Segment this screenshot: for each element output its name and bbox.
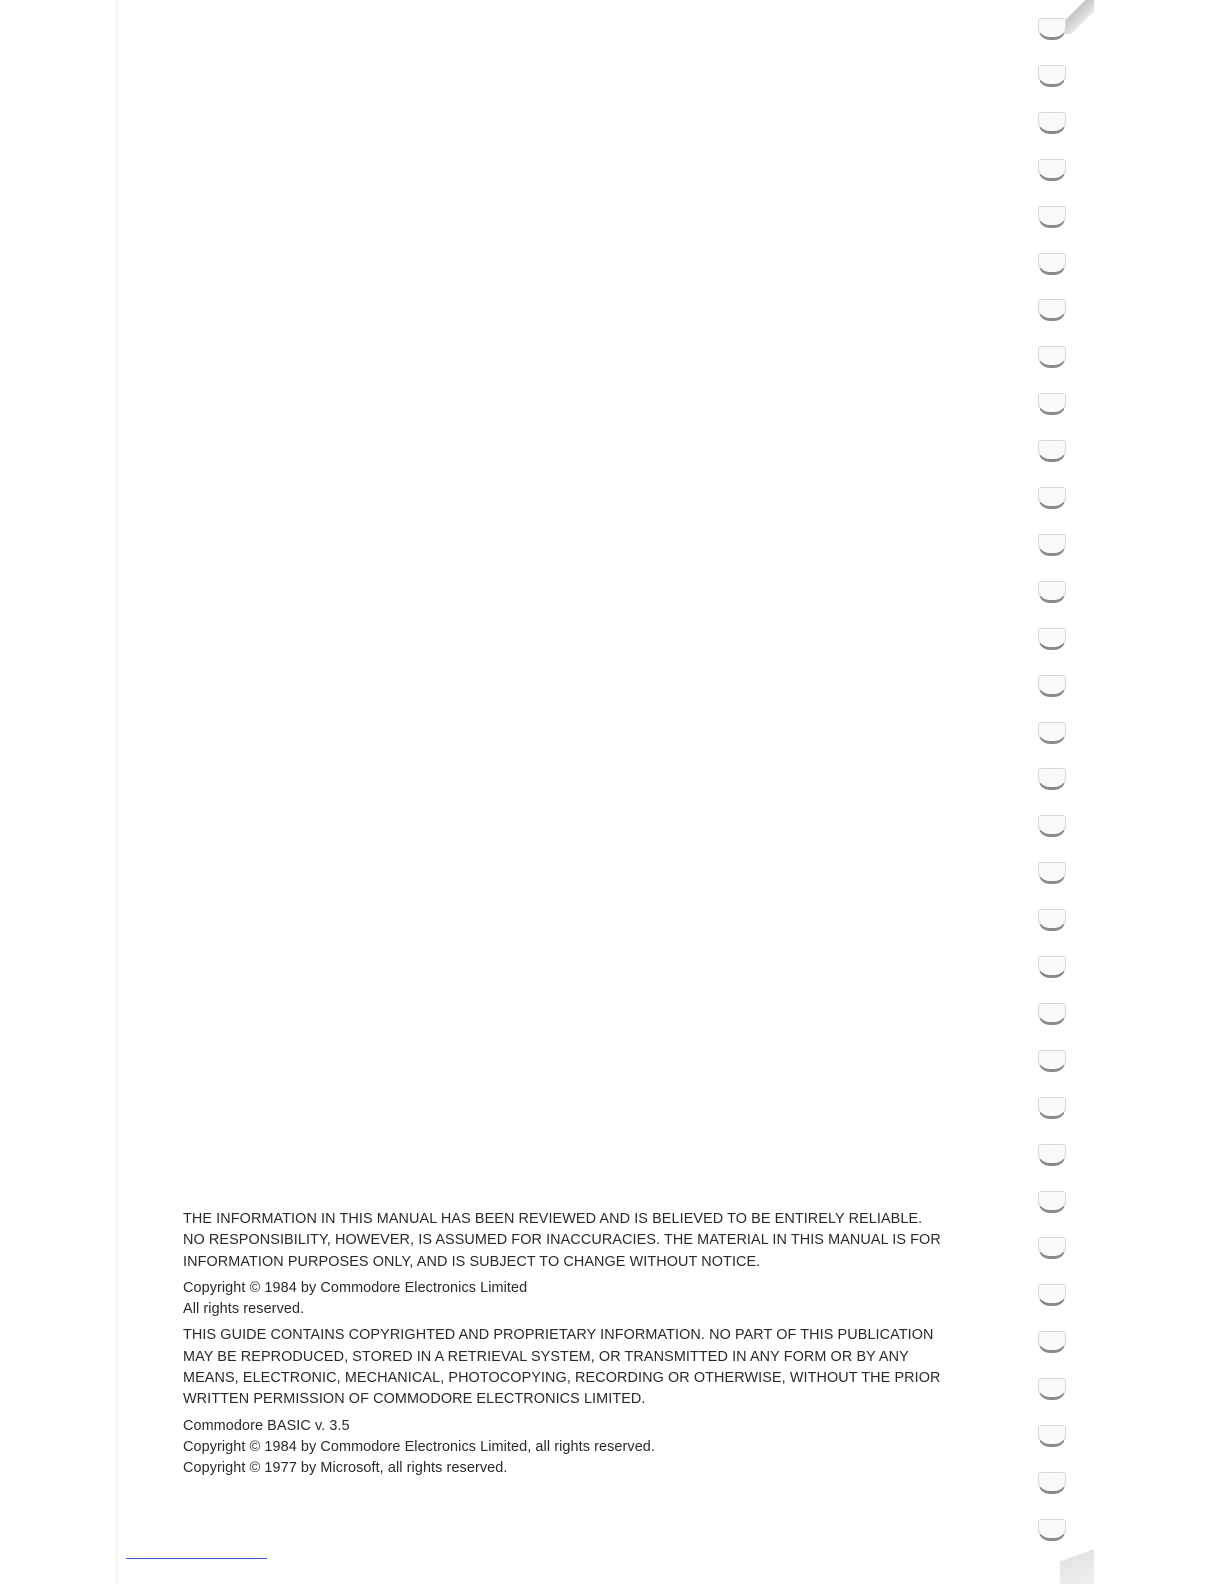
binding-hole	[1038, 393, 1066, 415]
copyright-line: Copyright © 1984 by Commodore Electronics Limited	[183, 1279, 528, 1296]
binding-hole	[1038, 1144, 1066, 1166]
binding-hole	[1038, 722, 1066, 744]
disclaimer-line: INFORMATION PURPOSES ONLY, AND IS SUBJECT TO CHANGE WITHOUT NOTICE.	[183, 1253, 761, 1270]
binding-hole	[1038, 440, 1066, 462]
page-corner-bottom	[1060, 1525, 1094, 1584]
binding-hole	[1038, 1003, 1066, 1025]
spiral-binding	[1030, 0, 1093, 1584]
binding-hole	[1038, 1284, 1066, 1306]
manual-copyright	[183, 1278, 1015, 1321]
proprietary-line: MEANS, ELECTRONIC, MECHANICAL, PHOTOCOPYING, RECORDING OR OTHERWISE, WITHOUT THE PRIOR	[183, 1370, 941, 1387]
disclaimer-line: NO RESPONSIBILITY, HOWEVER, IS ASSUMED FOR INACCURACIES. THE MATERIAL IN THIS MANUAL IS FOR	[183, 1232, 941, 1249]
proprietary-paragraph	[183, 1325, 1015, 1410]
disclaimer-line: THE INFORMATION IN THIS MANUAL HAS BEEN REVIEWED AND IS BELIEVED TO BE ENTIRELY RELIABLE.	[183, 1211, 923, 1227]
binding-hole	[1038, 675, 1066, 697]
footer-rule	[126, 1558, 267, 1559]
binding-hole	[1038, 253, 1066, 275]
binding-hole	[1038, 159, 1066, 181]
binding-hole	[1038, 581, 1066, 603]
basic-copyright-microsoft: Copyright © 1977 by Microsoft, all rights reserved.	[183, 1460, 508, 1477]
binding-hole	[1038, 1331, 1066, 1353]
binding-hole	[1038, 956, 1066, 978]
binding-hole	[1038, 909, 1066, 931]
binding-hole	[1038, 112, 1066, 134]
basic-version: Commodore BASIC v. 3.5	[183, 1417, 350, 1434]
binding-margin	[1093, 0, 1224, 1584]
binding-hole	[1038, 862, 1066, 884]
proprietary-line: THIS GUIDE CONTAINS COPYRIGHTED AND PROPRIETARY INFORMATION. NO PART OF THIS PUBLICATION	[183, 1327, 934, 1344]
binding-hole	[1038, 1237, 1066, 1259]
binding-hole	[1038, 534, 1066, 556]
binding-hole	[1038, 1472, 1066, 1494]
rights-line: All rights reserved.	[183, 1301, 305, 1318]
binding-hole	[1038, 1191, 1066, 1213]
proprietary-line: MAY BE REPRODUCED, STORED IN A RETRIEVAL SYSTEM, OR TRANSMITTED IN ANY FORM OR BY ANY	[183, 1348, 909, 1365]
binding-hole	[1038, 768, 1066, 790]
disclaimer-paragraph	[183, 1209, 1015, 1273]
binding-hole	[1038, 346, 1066, 368]
basic-copyright-commodore: Copyright © 1984 by Commodore Electronics Limited, all rights reserved.	[183, 1438, 656, 1455]
page-edge	[116, 0, 118, 1584]
binding-hole	[1038, 815, 1066, 837]
legal-notice	[183, 1209, 1015, 1485]
binding-hole	[1038, 18, 1066, 40]
binding-hole	[1038, 1425, 1066, 1447]
binding-hole	[1038, 487, 1066, 509]
binding-hole	[1038, 628, 1066, 650]
basic-credits	[183, 1416, 1015, 1480]
proprietary-line: WRITTEN PERMISSION OF COMMODORE ELECTRONICS LIMITED.	[183, 1391, 646, 1408]
binding-hole	[1038, 299, 1066, 321]
binding-hole	[1038, 1097, 1066, 1119]
binding-hole	[1038, 206, 1066, 228]
binding-hole	[1038, 1378, 1066, 1400]
binding-hole	[1038, 1050, 1066, 1072]
binding-hole	[1038, 65, 1066, 87]
